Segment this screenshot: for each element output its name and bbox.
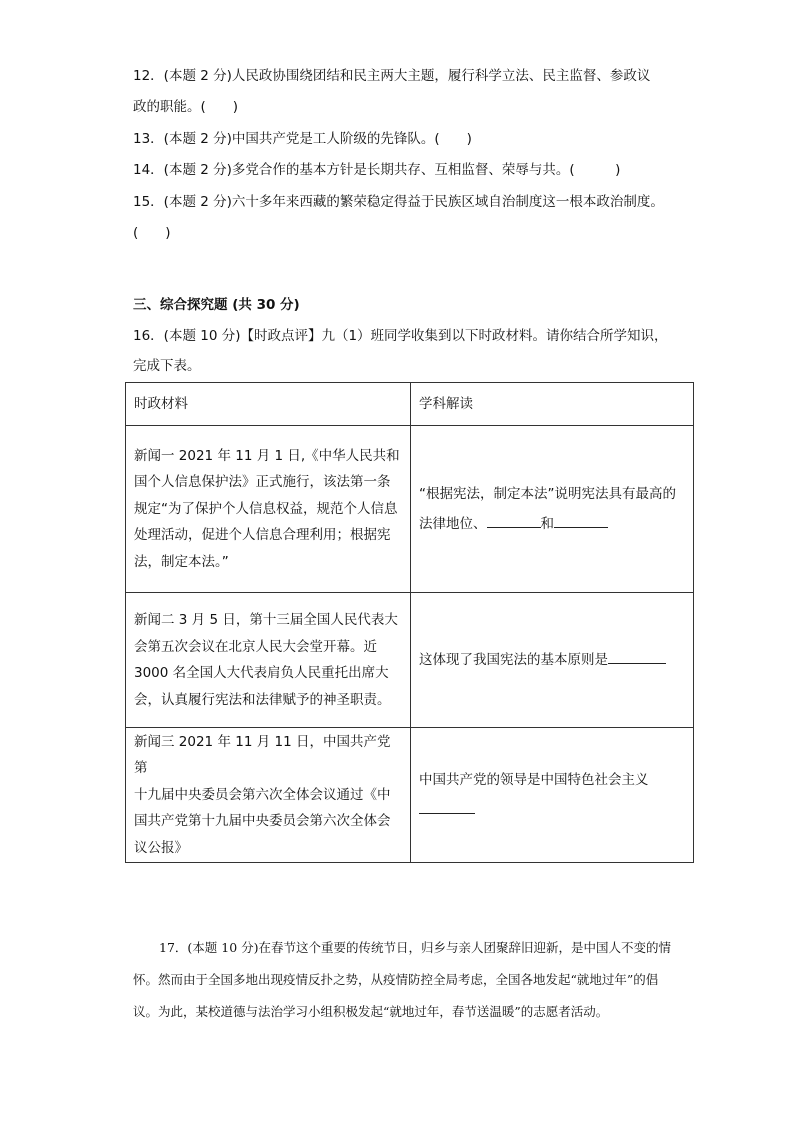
news-3-material: 新闻三 2021 年 11 月 11 日，中国共产党第 十九届中央委员会第六次全体会议通过《中 国共产党第十九届中央委员会第六次全体会 议公报》 <box>126 728 411 863</box>
table-row <box>126 728 694 863</box>
table-row <box>126 426 694 593</box>
question-13: 13．(本题 2 分)中国共产党是工人阶级的先锋队。( ) <box>133 131 472 147</box>
answer-blank-4[interactable] <box>419 798 475 814</box>
question-17-text: 17．(本题 10 分)在春节这个重要的传统节日，归乡与亲人团聚辞旧迎新，是中国人不变的情怀。然而由于全国多地出现疫情反扑之势，从疫情防控全局考虑，全国各地发起“就地过年”的倡议。为此，某校道德与法治学习小组积极发起“就地过年，春节送温暖”的志愿者活动。 <box>133 940 672 1019</box>
answer-blank-3[interactable] <box>608 648 666 664</box>
news-1-material: 新闻一 2021 年 11 月 1 日,《中华人民共和 国个人信息保护法》正式施行，该法第一条 规定“为了保护个人信息权益，规范个人信息 处理活动，促进个人信息合理利用；根据宪 法，制定本法。” <box>126 426 411 593</box>
question-16-line1: 16．(本题 10 分)【时政点评】九（1）班同学收集到以下时政材料。请你结合所学知识， <box>133 328 668 344</box>
question-17 <box>133 932 673 1028</box>
question-15-line1: 15．(本题 2 分)六十多年来西藏的繁荣稳定得益于民族区域自治制度这一根本政治制度。 <box>133 194 664 210</box>
answer-blank-2[interactable] <box>554 512 608 528</box>
news-3-interpretation: 中国共产党的领导是中国特色社会主义 <box>411 728 694 863</box>
table-header-row <box>126 383 694 426</box>
header-material: 时政材料 <box>126 383 411 426</box>
question-15-line2: ( ) <box>133 225 171 241</box>
question-14: 14．(本题 2 分)多党合作的基本方针是长期共存、互相监督、荣辱与共。( ) <box>133 162 621 178</box>
table-row <box>126 593 694 728</box>
news-2-interpretation: 这体现了我国宪法的基本原则是 <box>411 593 694 728</box>
news-1-interpretation: “根据宪法，制定本法”说明宪法具有最高的 法律地位、 和 <box>411 426 694 593</box>
question-16-line2: 完成下表。 <box>133 358 201 374</box>
section-3-title: 三、综合探究题 (共 30 分) <box>133 297 300 313</box>
header-interpretation: 学科解读 <box>411 383 694 426</box>
answer-blank-1[interactable] <box>487 512 541 528</box>
question-12-line1: 12．(本题 2 分)人民政协围绕团结和民主两大主题，履行科学立法、民主监督、参政议 <box>133 68 651 84</box>
news-2-material: 新闻二 3 月 5 日，第十三届全国人民代表大 会第五次会议在北京人民大会堂开幕。近 3000 名全国人大代表肩负人民重托出席大 会，认真履行宪法和法律赋予的神圣职责。 <box>126 593 411 728</box>
news-table <box>125 382 694 863</box>
question-12-line2: 政的职能。( ) <box>133 99 239 115</box>
